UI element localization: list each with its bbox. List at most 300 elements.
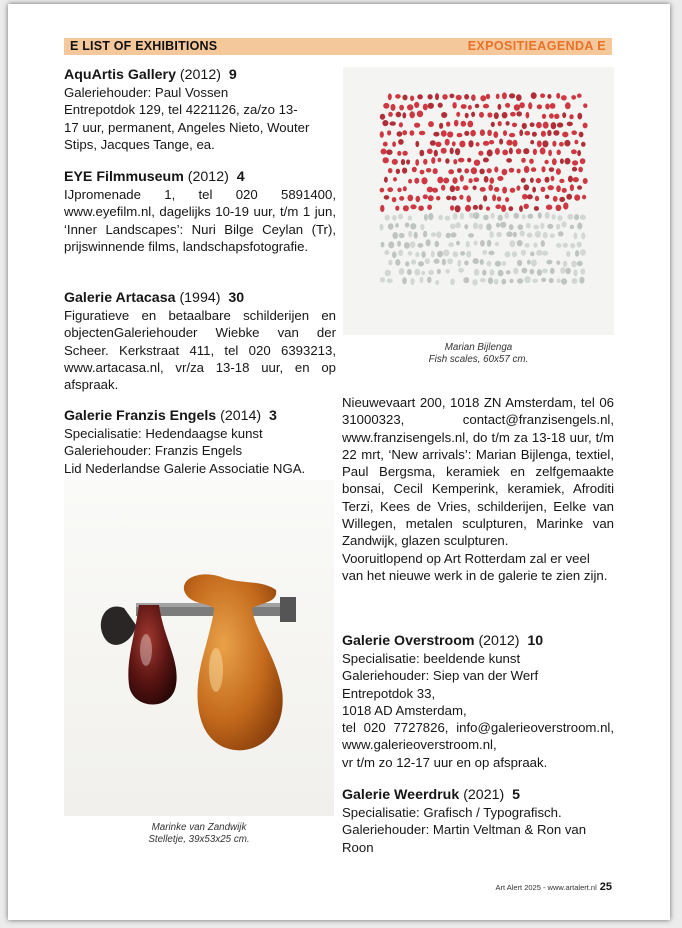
scale-dot [499, 139, 503, 145]
scale-dot [496, 94, 500, 99]
scale-dot [476, 142, 480, 146]
scale-dot [402, 95, 407, 101]
scale-dot [581, 232, 585, 239]
scale-dot [562, 112, 566, 118]
entry-title [64, 168, 336, 186]
scale-dot [577, 242, 582, 248]
scale-dot [581, 268, 586, 274]
scale-dot [414, 123, 420, 128]
scale-dot [489, 140, 494, 144]
scale-dot [460, 251, 465, 256]
scale-dot [492, 194, 496, 201]
scale-dot [439, 123, 443, 129]
scale-dot [530, 178, 534, 183]
scale-dot [535, 196, 539, 201]
gallery-name: Galerie Overstroom [342, 633, 475, 649]
scale-dot [527, 260, 531, 265]
photo-glass-sculpture [64, 480, 334, 816]
scale-dot [466, 251, 471, 258]
scale-dot [563, 261, 567, 268]
scale-dot [435, 93, 439, 100]
footer-text: Art Alert 2025 - www.artalert.nl [495, 883, 597, 892]
scale-dot [418, 206, 424, 211]
scale-dot [532, 279, 538, 284]
scale-dot [414, 178, 419, 184]
header-right-title: EXPOSITIEAGENDA E [467, 39, 606, 53]
scale-dot [410, 96, 414, 102]
scale-dot [517, 169, 521, 174]
scale-dot [455, 222, 460, 228]
scale-dot [509, 93, 515, 98]
scale-dot [572, 167, 577, 172]
scale-dot [489, 251, 495, 256]
scale-dot [556, 261, 560, 265]
scale-dot [495, 261, 501, 267]
entry-line: Entrepotdok 129, tel 4221126, za/zo 13- [64, 102, 298, 118]
scale-dot [537, 269, 542, 276]
scale-dot [509, 133, 515, 137]
gallery-number: 4 [236, 169, 245, 185]
scale-dot [506, 121, 510, 126]
scale-dot [399, 196, 404, 201]
gallery-name: AquArtis Gallery [64, 67, 176, 83]
scale-dot [517, 260, 522, 266]
magazine-page [8, 4, 670, 920]
gallery-name: Galerie Weerdruk [342, 787, 460, 803]
entry-title [342, 786, 614, 804]
scale-dot [547, 130, 551, 136]
entry-line: Galeriehouder: Franzis Engels [64, 443, 243, 459]
scale-dot [498, 270, 504, 277]
scale-dot [572, 278, 578, 284]
scale-dot [473, 258, 479, 264]
gallery-name: Galerie Franzis Engels [64, 408, 217, 424]
scale-dot [580, 249, 586, 255]
scale-dot [388, 168, 393, 173]
scale-dot [388, 112, 393, 117]
scale-dot [486, 223, 492, 230]
scale-dot [571, 95, 576, 100]
scale-dot [459, 195, 463, 200]
scale-dot [455, 205, 461, 212]
caption-work: Stelletje, 39x53x25 cm. [148, 834, 250, 845]
scale-dot [564, 140, 570, 147]
scale-dot [574, 214, 579, 220]
scale-dot [513, 232, 517, 238]
scale-dot [495, 204, 501, 209]
scale-dot [447, 258, 453, 264]
scale-dot [402, 277, 407, 284]
gallery-number: 5 [512, 787, 520, 803]
scale-dot [482, 270, 486, 276]
scale-dot [578, 167, 583, 173]
scale-dot [428, 103, 434, 109]
scale-dot [431, 157, 435, 164]
scale-dot [408, 231, 412, 238]
scale-dot [387, 187, 393, 192]
scale-dot [407, 269, 412, 275]
scale-dot [456, 241, 460, 246]
scale-dot [427, 149, 433, 155]
scale-dot [436, 196, 440, 200]
scale-dot [523, 148, 529, 154]
scale-dot [532, 132, 537, 137]
scale-dot [524, 166, 530, 173]
scale-dot [514, 104, 520, 111]
scale-dot [442, 94, 447, 100]
scale-dot [483, 195, 487, 201]
scale-dot [494, 187, 499, 192]
scale-dot [502, 92, 507, 99]
scale-dot [549, 167, 554, 172]
scale-dot [421, 251, 425, 258]
scale-dot [513, 268, 518, 275]
scale-dot [549, 278, 554, 283]
scale-dot [447, 131, 453, 137]
scale-dot [457, 260, 461, 267]
entry-line: 17 uur, permanent, Angeles Nieto, Wouter [64, 119, 310, 135]
scale-dot [468, 140, 473, 147]
scale-dot [572, 160, 578, 165]
scale-dot [402, 130, 407, 135]
scale-dot [541, 166, 545, 172]
scale-dot [449, 94, 454, 99]
scale-dot [483, 215, 489, 221]
scale-dot [577, 150, 581, 156]
scale-dot [438, 215, 443, 220]
scale-dot [536, 122, 542, 128]
scale-dot [563, 243, 568, 248]
scale-dot [482, 250, 487, 255]
scale-dot [464, 94, 469, 100]
scale-dot [441, 130, 447, 137]
scale-dot [556, 205, 562, 211]
scale-dot [395, 223, 399, 228]
scale-dot [466, 241, 470, 247]
entry-title [342, 632, 614, 650]
scale-dot [516, 94, 522, 101]
scale-dot [438, 158, 442, 162]
scale-dot [395, 206, 399, 211]
entry-body: tel 020 7727826, info@galerieoverstroom.nl, www.galerieoverstroom.nl, [342, 720, 614, 753]
scale-dot [506, 231, 512, 237]
scale-dot [430, 140, 436, 146]
scale-dot [397, 151, 401, 156]
scale-dot [530, 269, 535, 275]
scale-dot [473, 212, 479, 219]
scale-dot [561, 278, 567, 284]
scale-dot [550, 233, 555, 238]
scale-dot [505, 251, 511, 257]
scale-dot [450, 224, 456, 230]
scale-dot [402, 112, 406, 118]
scale-dot [443, 178, 449, 184]
scale-dot [480, 187, 486, 192]
scale-dot [542, 269, 548, 274]
scale-dot [392, 159, 398, 165]
scale-dot [396, 169, 400, 174]
scale-dot [479, 169, 484, 175]
scale-dot [583, 178, 588, 184]
scale-dot [455, 148, 460, 155]
scale-dot [575, 250, 579, 257]
scale-dot [556, 93, 560, 99]
scale-dot [420, 170, 425, 175]
scale-dot [495, 148, 500, 155]
gallery-name: EYE Filmmuseum [64, 169, 184, 185]
scale-dot [384, 177, 388, 183]
scale-dot [421, 177, 427, 184]
entry-weerdruk [342, 786, 614, 856]
scale-dot [410, 130, 415, 136]
scale-dot [452, 177, 457, 184]
entry-body-extra: Vooruitlopend op Art Rotterdam zal er veel van het nieuwe werk in de galerie te zien zijn. [342, 550, 608, 583]
scale-dot [443, 250, 449, 257]
scale-dot [427, 205, 432, 210]
caption-fish-scales [343, 342, 614, 366]
scale-dot [533, 225, 539, 230]
gallery-number: 9 [228, 67, 237, 83]
scale-dot [474, 160, 480, 166]
scale-dot [506, 140, 512, 146]
scale-dot [406, 159, 410, 164]
scale-dot [410, 204, 416, 209]
scale-dot [383, 142, 388, 147]
scale-dot [445, 269, 450, 273]
scale-dot [524, 184, 530, 190]
scale-dot [579, 132, 584, 138]
scale-dot [388, 93, 392, 100]
scale-dot [452, 102, 456, 108]
scale-dot [550, 268, 555, 274]
scale-dot [556, 224, 560, 230]
scale-dot [567, 214, 573, 220]
scale-dot [580, 215, 586, 220]
scale-dot [532, 187, 536, 193]
scale-dot [464, 224, 468, 229]
scale-dot [554, 114, 559, 119]
scale-dot [545, 177, 550, 183]
scale-dot [577, 94, 582, 98]
scale-dot [473, 222, 478, 229]
scale-dot [425, 258, 430, 264]
scale-dot [437, 177, 443, 184]
scale-dot [512, 123, 517, 128]
scale-dot [479, 204, 483, 210]
gallery-year: (2012) [179, 67, 221, 83]
entry-artacasa [64, 289, 336, 393]
scale-dot [543, 122, 549, 129]
scale-dot [437, 251, 443, 258]
scale-dot [392, 215, 397, 221]
scale-dot [541, 240, 545, 247]
scale-dot [457, 168, 462, 173]
scale-dot [571, 130, 577, 135]
scale-dot [559, 179, 564, 183]
scale-dot [417, 94, 423, 99]
scale-dot [560, 267, 565, 274]
scale-dot [461, 121, 467, 127]
scale-dot [510, 188, 516, 193]
scale-dot [480, 95, 486, 101]
scale-dot [520, 231, 525, 237]
scale-dot [543, 232, 548, 238]
scale-dot [410, 278, 414, 285]
scale-dot [393, 177, 397, 181]
scale-dot [456, 112, 460, 117]
scale-dot [547, 94, 551, 99]
scale-dot [487, 112, 492, 117]
scale-dot [509, 224, 514, 230]
scale-dot [497, 196, 501, 201]
scale-dot [561, 95, 567, 100]
scale-dot [423, 194, 428, 199]
scale-dot [392, 232, 398, 239]
scale-dot [467, 121, 473, 128]
scale-dot [384, 250, 389, 255]
scale-dot [416, 196, 421, 202]
scale-dot [495, 242, 499, 247]
scale-dot [421, 271, 425, 275]
scale-dot [472, 279, 477, 285]
scale-dot [546, 205, 552, 210]
section-header-bar [64, 38, 612, 55]
scale-dot [530, 252, 534, 257]
scale-dot [461, 104, 467, 109]
scale-dot [493, 131, 498, 138]
scale-dot [521, 178, 526, 183]
scale-dot [502, 187, 507, 194]
scale-dot [540, 93, 545, 98]
scale-dot [577, 261, 583, 266]
scale-dot [559, 197, 565, 202]
gallery-year: (2021) [463, 787, 505, 803]
scale-dot [583, 123, 588, 129]
entry-line: Entrepotdok 33, [342, 685, 436, 701]
entry-body: Nieuwevaart 200, 1018 ZN Amsterdam, tel 06 31000323, contact@franzisengels.nl, www.franzisengels.nl, do t/m za 13-18 uur, t/m 22 mrt, ‘New arrivals’: Marian Bijlenga, textiel, Paul Bergsma, keramiek en zelfgemaakte bonsai, Cecil Kemperink, keramiek, Afroditi Terzi, Kees de Vries, schilderijen, Eelke van Willegen, metalen sculpturen, Marinke van Zandwijk, glazen sculpturen. [342, 395, 614, 549]
scale-dot [410, 223, 416, 229]
scale-dot [563, 202, 568, 209]
scale-dot [395, 94, 401, 99]
scale-dot [407, 195, 413, 202]
scale-dot [568, 176, 573, 183]
scale-dot [491, 122, 495, 127]
scale-dot [524, 204, 529, 209]
scale-dot [557, 122, 563, 127]
scale-dot [441, 148, 447, 154]
scale-dot [478, 224, 483, 230]
scale-dot [419, 150, 424, 157]
scale-dot [468, 233, 474, 238]
scale-dot [414, 232, 418, 239]
scale-dot [570, 184, 574, 191]
scale-dot [409, 111, 415, 118]
scale-dot [565, 268, 571, 275]
scale-dot [552, 141, 556, 147]
scale-dot [518, 224, 524, 230]
scale-dot [483, 104, 489, 109]
scale-dot [498, 121, 502, 126]
scale-dot [558, 231, 564, 236]
scale-dot [453, 213, 458, 220]
scale-dot [437, 269, 441, 274]
scale-dot [542, 140, 548, 147]
scale-dot [522, 194, 528, 200]
caption-artist: Marian Bijlenga [444, 342, 513, 353]
scale-dot [517, 240, 523, 246]
scale-dot [553, 196, 558, 202]
entry-line: Specialisatie: beeldende kunst [342, 651, 521, 666]
scale-dot [399, 233, 405, 238]
scale-dot [530, 122, 535, 127]
scale-dot [536, 250, 542, 256]
scale-dot [428, 213, 433, 220]
scale-dot [488, 184, 493, 191]
scale-dot [544, 160, 548, 164]
scale-dot [405, 222, 410, 227]
scale-dot [423, 104, 428, 111]
photo-fish-scales [343, 67, 614, 335]
scale-dot [526, 112, 530, 119]
scale-dot [516, 111, 522, 116]
scale-dot [420, 224, 424, 230]
scale-dot [533, 242, 537, 247]
gallery-year: (2012) [187, 169, 229, 185]
scale-dot [513, 140, 518, 147]
scale-dot [538, 212, 542, 218]
scale-dot [446, 233, 451, 239]
scale-dot [530, 140, 534, 144]
scale-dot [506, 158, 512, 163]
scale-dot [380, 277, 385, 282]
scale-dot [562, 221, 567, 227]
scale-dot [542, 114, 546, 119]
scale-dot [418, 261, 424, 266]
scale-dot [471, 112, 475, 117]
scale-dot [415, 252, 419, 257]
scale-dot [392, 251, 397, 258]
scale-dot [546, 260, 552, 265]
scale-dot [509, 168, 514, 173]
scale-dot [509, 148, 513, 155]
scale-dot [463, 277, 469, 283]
scale-dot [551, 176, 555, 181]
scale-dot [545, 104, 550, 110]
scale-dot [450, 185, 455, 192]
scale-dot [533, 149, 537, 155]
scale-dot [488, 277, 493, 284]
scale-dot [521, 158, 526, 163]
scale-dot [460, 175, 464, 182]
scale-dot [570, 243, 575, 248]
scale-dot [446, 122, 450, 127]
scale-dot [522, 214, 526, 219]
scale-dot [497, 176, 503, 181]
scale-dot [479, 112, 484, 118]
scale-dot [451, 232, 457, 237]
scale-dot [448, 169, 454, 174]
scale-dot [531, 167, 536, 172]
scale-dot [562, 132, 568, 138]
scale-dot [512, 251, 517, 257]
scale-dot [455, 186, 460, 191]
scale-dot [480, 240, 485, 247]
scale-dot [433, 132, 439, 137]
scale-dot [541, 131, 546, 137]
scale-dot [542, 251, 548, 256]
scale-dot [551, 122, 557, 129]
scale-dot [573, 177, 579, 182]
